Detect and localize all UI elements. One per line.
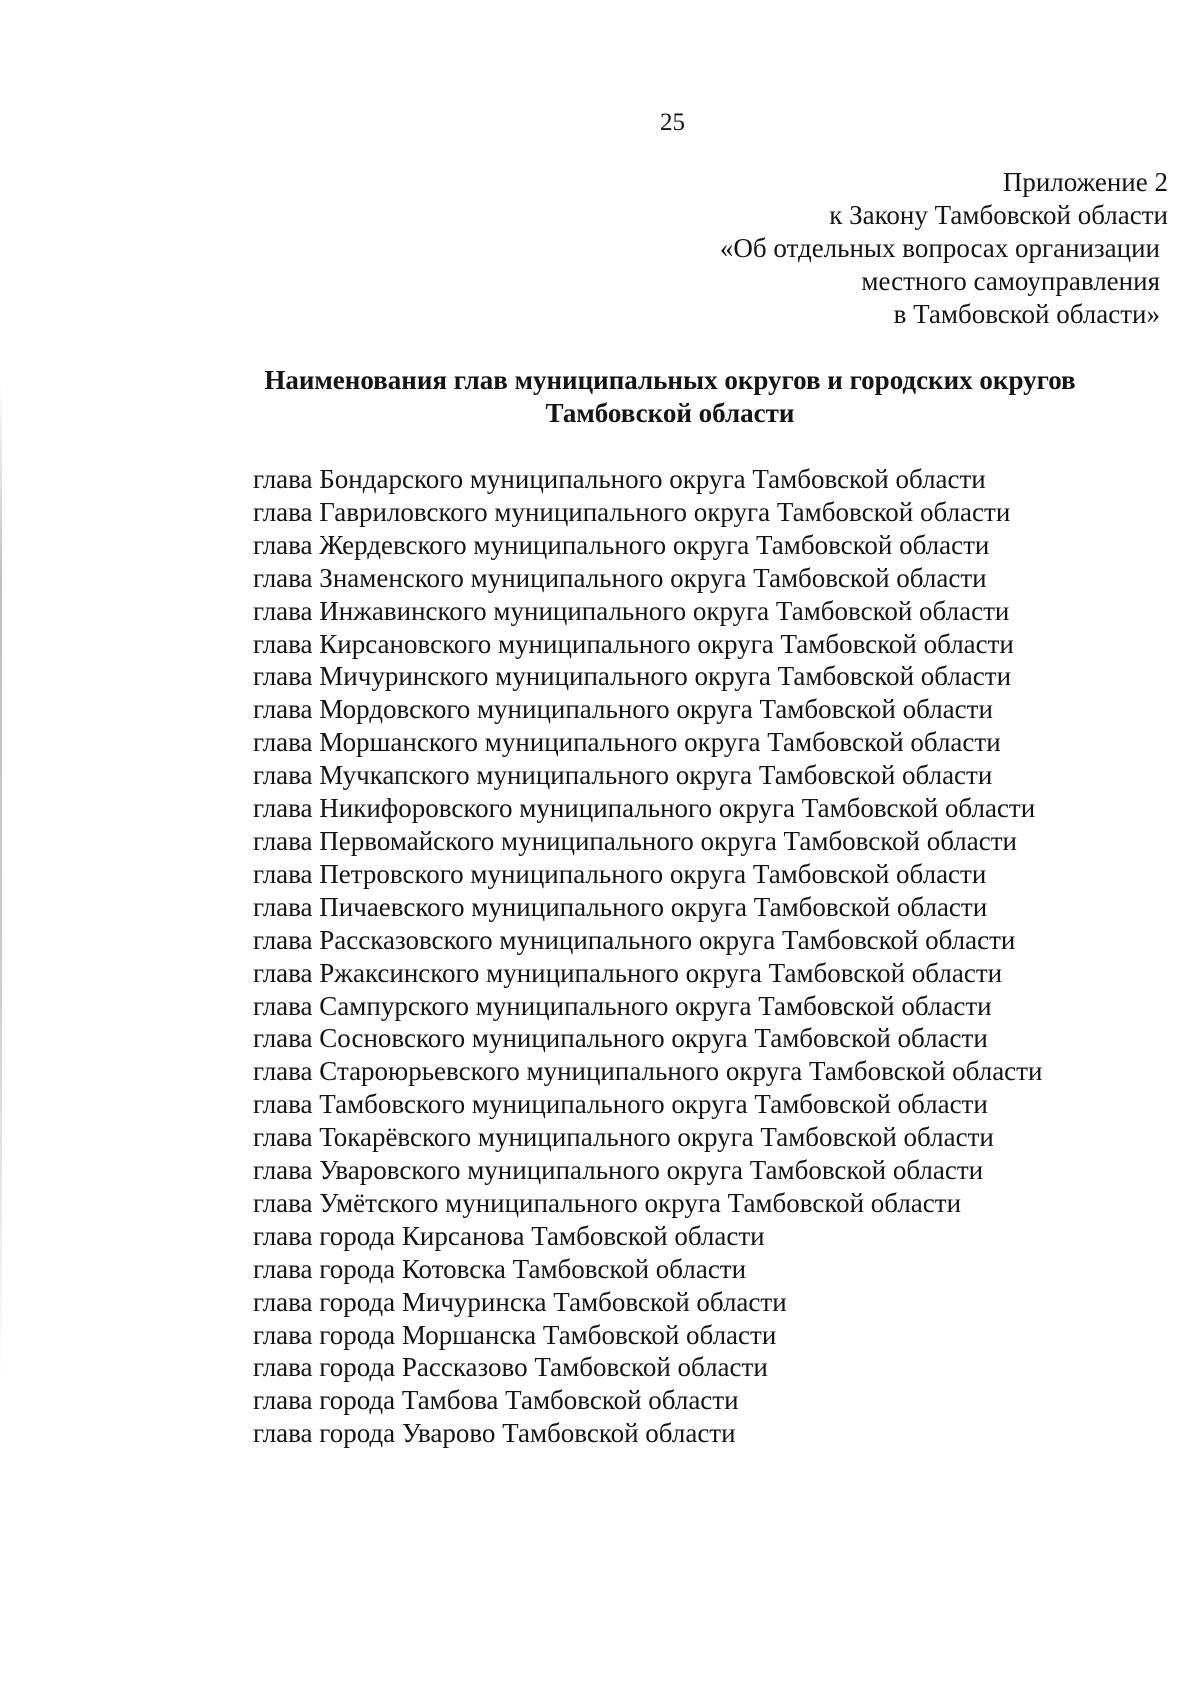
list-item: глава Мичуринского муниципального округа Тамбовской области	[253, 661, 1012, 692]
list-item: глава города Кирсанова Тамбовской области	[253, 1220, 765, 1251]
list-item: глава города Мичуринска Тамбовской области	[253, 1286, 787, 1317]
list-item: глава Гавриловского муниципального округа Тамбовской области	[253, 496, 1011, 527]
document-title	[160, 364, 1180, 430]
list-item: глава Инжавинского муниципального округа Тамбовской области	[253, 595, 1010, 626]
title-line: Наименования глав муниципальных округов и городских округов	[264, 365, 1076, 395]
list-item: глава Рассказовского муниципального округа Тамбовской области	[253, 924, 1016, 955]
title-line: Тамбовской области	[545, 398, 795, 428]
scan-edge-shadow	[0, 380, 2, 1380]
list-item: глава Бондарского муниципального округа Тамбовской области	[253, 464, 986, 494]
list-item: глава Умётского муниципального округа Тамбовской области	[253, 1187, 962, 1218]
list-item: глава Моршанского муниципального округа Тамбовской области	[253, 727, 1001, 758]
list-item: глава города Моршанска Тамбовской области	[253, 1319, 777, 1350]
annex-header	[548, 166, 1168, 331]
list-item: глава города Тамбова Тамбовской области	[253, 1385, 739, 1416]
annex-line: местного самоуправления	[861, 266, 1160, 296]
list-item: глава Староюрьевского муниципального округа Тамбовской области	[253, 1056, 1043, 1087]
list-item: глава Токарёвского муниципального округа Тамбовской области	[253, 1122, 994, 1153]
list-item: глава Уваровского муниципального округа Тамбовской области	[253, 1155, 984, 1186]
list-item: глава Знаменского муниципального округа Тамбовской области	[253, 562, 987, 593]
list-item: глава Первомайского муниципального округа Тамбовской области	[253, 825, 1017, 856]
page-number: 25	[660, 109, 685, 136]
list-item: глава Пичаевского муниципального округа Тамбовской области	[253, 891, 988, 922]
list-item: глава города Котовска Тамбовской области	[253, 1253, 747, 1284]
list-item: глава Тамбовского муниципального округа Тамбовской области	[253, 1089, 988, 1120]
annex-line: Приложение 2	[1002, 167, 1168, 197]
list-item: глава Сампурского муниципального округа Тамбовской области	[253, 990, 992, 1021]
list-item: глава Сосновского муниципального округа Тамбовской области	[253, 1023, 988, 1054]
list-item: глава Кирсановского муниципального округа Тамбовской области	[253, 628, 1014, 659]
annex-line: «Об отдельных вопросах организации	[719, 233, 1160, 263]
annex-line: в Тамбовской области»	[893, 299, 1160, 329]
list-item: глава города Рассказово Тамбовской области	[253, 1352, 768, 1383]
list-item: глава Никифоровского муниципального округа Тамбовской области	[253, 793, 1036, 824]
list-item: глава Петровского муниципального округа Тамбовской области	[253, 858, 987, 889]
list-item: глава Мордовского муниципального округа Тамбовской области	[253, 694, 993, 725]
annex-line: к Закону Тамбовской области	[829, 200, 1168, 230]
list-item: глава Ржаксинского муниципального округа Тамбовской области	[253, 957, 1003, 988]
list-item: глава Жердевского муниципального округа Тамбовской области	[253, 529, 990, 560]
list-item: глава Мучкапского муниципального округа Тамбовской области	[253, 760, 993, 791]
list-item: глава города Уварово Тамбовской области	[253, 1418, 736, 1449]
heads-list	[253, 463, 1042, 1450]
